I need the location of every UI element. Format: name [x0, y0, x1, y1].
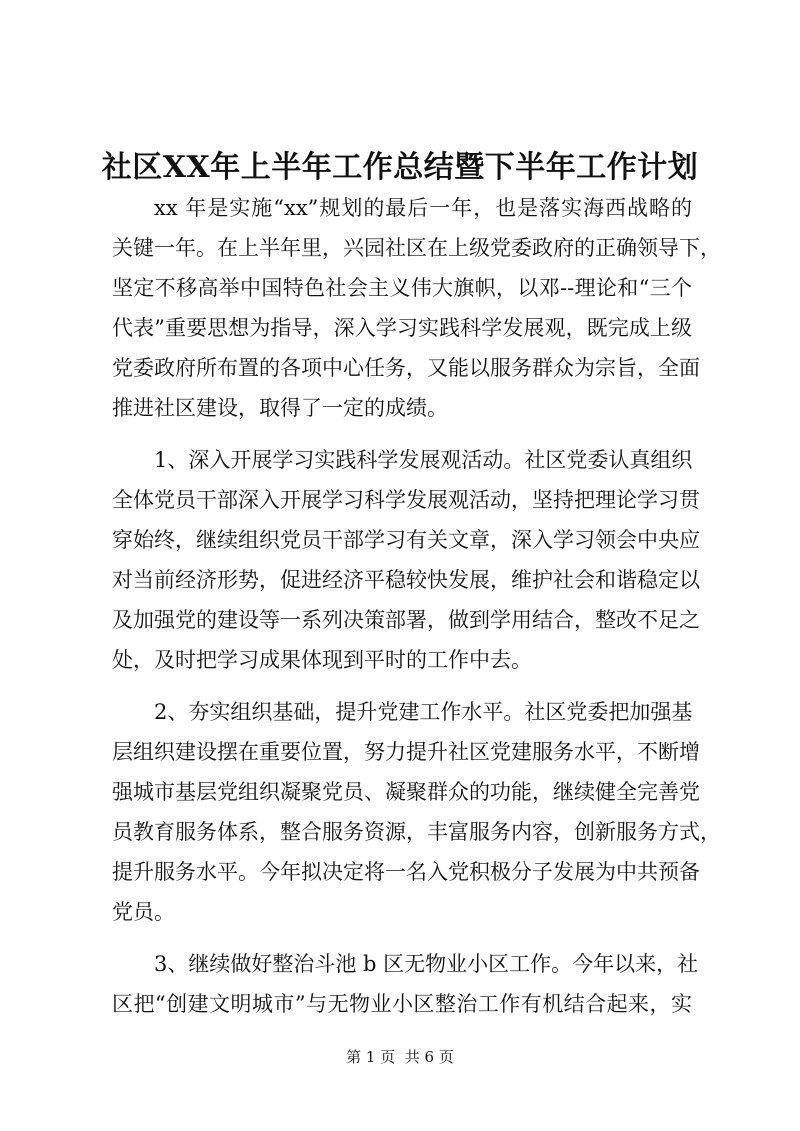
- paragraph-1-line-6: 推进社区建设，取得了一定的成绩。: [112, 396, 448, 420]
- paragraph-1-line-5: 党委政府所布置的各项中心任务，又能以服务群众为宗旨，全面: [112, 356, 700, 380]
- paragraph-1-line-2: 关键一年。在上半年里，兴园社区在上级党委政府的正确领导下，: [112, 236, 721, 260]
- paragraph-2-line-1: 1、深入开展学习实践科学发展观活动。社区党委认真组织: [154, 448, 693, 472]
- paragraph-2-line-6: 处，及时把学习成果体现到平时的工作中去。: [112, 648, 532, 672]
- paragraph-1-line-1: xx 年是实施“xx”规划的最后一年，也是落实海西战略的: [154, 196, 692, 220]
- paragraph-3-line-1: 2、夯实组织基础，提升党建工作水平。社区党委把加强基: [154, 700, 693, 724]
- paragraph-2-line-2: 全体党员干部深入开展学习科学发展观活动，坚持把理论学习贯: [112, 488, 700, 512]
- paragraph-3-line-5: 提升服务水平。今年拟决定将一名入党积极分子发展为中共预备: [112, 860, 700, 884]
- paragraph-2-line-4: 对当前经济形势，促进经济平稳较快发展，维护社会和谐稳定以: [112, 568, 700, 592]
- page-footer: 第 1 页 共 6 页: [346, 1048, 454, 1066]
- paragraph-4-line-2: 区把“创建文明城市”与无物业小区整治工作有机结合起来，实: [112, 992, 692, 1016]
- document-body: [112, 188, 721, 1024]
- document-title: 社区XX年上半年工作总结暨下半年工作计划: [101, 150, 699, 185]
- paragraph-1-line-4: 代表”重要思想为指导，深入学习实践科学发展观，既完成上级: [112, 316, 692, 340]
- paragraph-4-line-1: 3、继续做好整治斗池 b 区无物业小区工作。今年以来，社: [154, 952, 699, 976]
- paragraph-2-line-3: 穿始终，继续组织党员干部学习有关文章，深入学习领会中央应: [112, 528, 700, 552]
- paragraph-3-line-2: 层组织建设摆在重要位置，努力提升社区党建服务水平，不断增: [112, 740, 700, 764]
- paragraph-3-line-6: 党员。: [112, 900, 175, 924]
- paragraph-3-line-3: 强城市基层党组织凝聚党员、凝聚群众的功能，继续健全完善党: [112, 780, 700, 804]
- paragraph-3-line-4: 员教育服务体系，整合服务资源，丰富服务内容，创新服务方式，: [112, 820, 721, 844]
- paragraph-2-line-5: 及加强党的建设等一系列决策部署，做到学用结合，整改不足之: [112, 608, 700, 632]
- paragraph-1-line-3: 坚定不移高举中国特色社会主义伟大旗帜，以邓--理论和“三个: [112, 276, 692, 300]
